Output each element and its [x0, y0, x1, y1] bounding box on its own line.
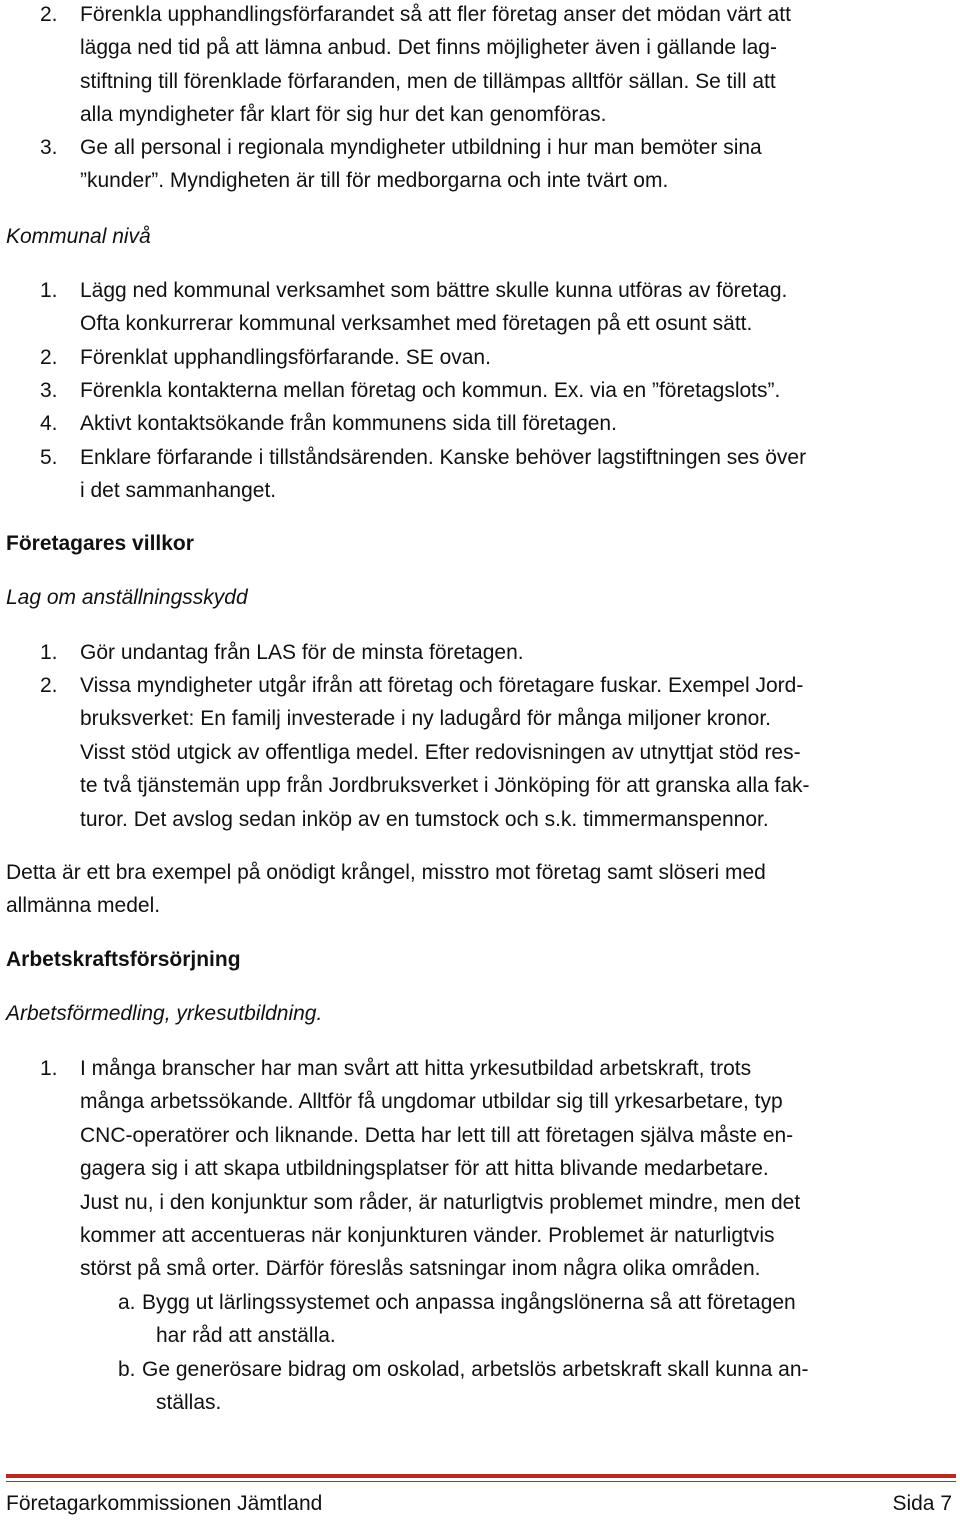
list-number: 2. [40, 674, 58, 697]
text-line: alla myndigheter får klart för sig hur det kan genomföras. [80, 103, 607, 127]
section-subheading: Lag om anställningsskydd [6, 586, 248, 609]
list-letter: a. [118, 1291, 136, 1314]
text-line: Förenkla kontakterna mellan företag och kommun. Ex. via en ”företagslots”. [80, 379, 781, 402]
footer-rule-thin [6, 1481, 956, 1482]
section-subheading: Kommunal nivå [6, 225, 151, 248]
section-heading: Arbetskraftsförsörjning [6, 948, 241, 971]
text-line: gagera sig i att skapa utbildningsplatser för att hitta blivande medarbetare. [80, 1157, 769, 1181]
list-item [40, 0, 940, 132]
list-number: 3. [40, 379, 58, 402]
text-line: bruksverket: En familj investerade i ny ladugård för många miljoner kronor. [80, 707, 771, 731]
footer-title: Företagarkommissionen Jämtland [6, 1492, 323, 1515]
text-line: allmänna medel. [6, 894, 161, 918]
text-line: CNC-operatörer och liknande. Detta har lett till att företagen själva måste en- [80, 1123, 794, 1147]
text-line: turor. Det avslog sedan inköp av en tumstock och s.k. timmermanspennor. [80, 807, 769, 831]
text-line: stiftning till förenklade förfaranden, men de tillämpas alltför sällan. Se till att [80, 69, 776, 93]
list-number: 1. [40, 279, 58, 302]
footer-rule [6, 1474, 956, 1478]
text-line: Aktivt kontaktsökande från kommunens sida till företagen. [80, 412, 617, 435]
text-line: många arbetssökande. Alltför få ungdomar utbildar sig till yrkesarbetare, typ [80, 1090, 783, 1114]
text-line: kommer att accentueras när konjunkturen vänder. Problemet är naturligtvis [80, 1224, 775, 1248]
list-item [40, 441, 940, 509]
text-line: ”kunder”. Myndigheten är till för medborgarna och inte tvärt om. [80, 169, 669, 193]
text-line: te två tjänstemän upp från Jordbruksverket i Jönköping för att granska alla fak- [80, 774, 810, 798]
list-number: 2. [40, 346, 58, 369]
list-number: 3. [40, 136, 58, 159]
list-letter: b. [118, 1358, 136, 1381]
text-line: Just nu, i den konjunktur som råder, är naturligtvis problemet mindre, men det [80, 1190, 801, 1214]
text-line: Bygg ut lärlingssystemet och anpassa ingångslönerna så att företagen [142, 1291, 796, 1314]
text-line: i det sammanhanget. [80, 479, 277, 503]
list-number: 4. [40, 412, 58, 435]
list-number: 1. [40, 641, 58, 664]
list-item [40, 131, 940, 199]
list-item [40, 669, 940, 837]
list-item [40, 407, 940, 441]
text-line: Vissa myndigheter utgår ifrån att företag och företagare fuskar. Exempel Jord- [80, 674, 804, 697]
text-line: störst på små orter. Därför föreslås satsningar inom några olika områden. [80, 1257, 761, 1281]
text-line: Förenkla upphandlingsförfarandet så att fler företag anser det mödan värt att [80, 3, 791, 26]
text-line: Gör undantag från LAS för de minsta företagen. [80, 641, 524, 664]
list-item [40, 1052, 940, 1288]
text-line: Lägg ned kommunal verksamhet som bättre skulle kunna utföras av företag. [80, 279, 788, 302]
list-item [40, 374, 940, 408]
list-item [40, 274, 940, 342]
section-subheading: Arbetsförmedling, yrkesutbildning. [6, 1002, 323, 1025]
paragraph [6, 856, 960, 923]
list-item [40, 636, 940, 670]
list-number: 2. [40, 3, 58, 26]
text-line: Enklare förfarande i tillståndsärenden. Kanske behöver lagstiftningen ses över [80, 446, 807, 469]
section-heading: Företagares villkor [6, 532, 194, 555]
text-line: I många branscher har man svårt att hitta yrkesutbildad arbetskraft, trots [80, 1057, 752, 1080]
text-line: lägga ned tid på att lämna anbud. Det finns möjligheter även i gällande lag- [80, 36, 777, 60]
sub-list-item [118, 1353, 940, 1421]
list-item [40, 341, 940, 375]
text-line: Ofta konkurrerar kommunal verksamhet med företagen på ett osunt sätt. [80, 312, 753, 336]
text-line: Detta är ett bra exempel på onödigt krångel, misstro mot företag samt slöseri med [6, 861, 766, 884]
text-line: Visst stöd utgick av offentliga medel. Efter redovisningen av utnyttjat stöd res- [80, 740, 801, 764]
page-footer [6, 1487, 954, 1521]
text-line: Ge all personal i regionala myndigheter utbildning i hur man bemöter sina [80, 136, 762, 159]
text-line: Ge generösare bidrag om oskolad, arbetslös arbetskraft skall kunna an- [142, 1358, 809, 1381]
sub-list-item [118, 1286, 940, 1354]
text-line: Förenklat upphandlingsförfarande. SE ovan. [80, 346, 491, 369]
page-number: Sida 7 [892, 1492, 952, 1515]
list-number: 1. [40, 1057, 58, 1080]
text-line: har råd att anställa. [156, 1324, 336, 1348]
list-number: 5. [40, 446, 58, 469]
text-line: ställas. [156, 1391, 222, 1415]
